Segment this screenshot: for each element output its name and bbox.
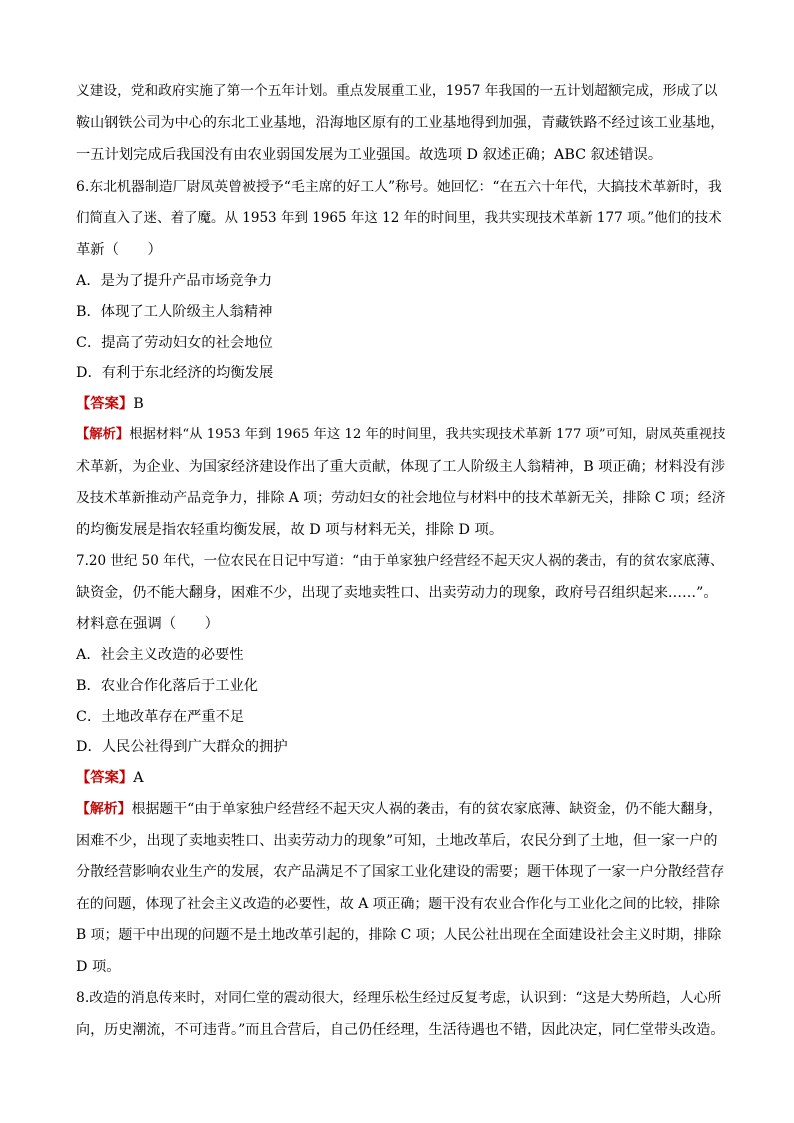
q6-analysis-line: 术革新，为企业、为国家经济建设作出了重大贡献，体现了工人阶级主人翁精神，B 项正确；材料没有涉	[76, 459, 726, 475]
q7-answer	[76, 768, 726, 788]
q6-option-c: C．提高了劳动妇女的社会地位	[76, 335, 273, 351]
q7-analysis-line: B 项；题干中出现的问题不是土地改革引起的，排除 C 项；人民公社出现在全面建设社会主义时期，排除	[76, 927, 722, 943]
q7-analysis-line: D 项。	[76, 959, 121, 975]
q6-option-b: B．体现了工人阶级主人翁精神	[76, 304, 273, 320]
q7-option-d: D．人民公社得到广大群众的拥护	[76, 739, 288, 755]
q6-option-a: A．是为了提升产品市场竞争力	[76, 273, 273, 289]
q7-stem-line: 材料意在强调（ ）	[76, 616, 219, 632]
q8-stem-line: 8.改造的消息传来时，对同仁堂的震动很大，经理乐松生经过反复考虑，认识到：“这是大势所趋，人心所	[76, 990, 722, 1006]
answer-value: B	[133, 396, 144, 412]
q7-analysis-line	[76, 799, 726, 819]
q6-analysis-line	[76, 425, 726, 445]
analysis-tag: 【解析】	[76, 427, 130, 442]
q6-stem-line: 们简直入了迷、着了魔。从 1953 年到 1965 年这 12 年的时间里，我共实现技术革新 177 项。”他们的技术	[76, 210, 722, 226]
q8-stem-line: 向，历史潮流，不可违背。”而且合营后，自己仍任经理，生活待遇也不错，因此决定，同仁堂带头改造。	[76, 1022, 725, 1038]
q7-analysis-line: 分散经营影响农业生产的发展，农产品满足不了国家工业化建设的需要；题干体现了一家一户分散经营存	[76, 864, 725, 880]
q7-option-a: A．社会主义改造的必要性	[76, 647, 244, 663]
q7-option-c: C．土地改革存在严重不足	[76, 709, 245, 725]
q7-stem-line: 7.20 世纪 50 年代，一位农民在日记中写道：“由于单家独户经营经不起天灾人祸的袭击，有的贫农家底薄、	[76, 553, 724, 569]
q7-analysis-line: 困难不少，出现了卖地卖牲口、出卖劳动力的现象”可知，土地改革后，农民分到了土地，但一家一户的	[76, 833, 718, 849]
q7-stem-line: 缺资金，仍不能大翻身，困难不少，出现了卖地卖牲口、出卖劳动力的现象，政府号召组织起来……”。	[76, 585, 718, 601]
q7-analysis-line: 在的问题，体现了社会主义改造的必要性，故 A 项正确；题干没有农业合作化与工业化之间的比较，排除	[76, 896, 720, 912]
q6-stem-line: 革新（ ）	[76, 242, 162, 258]
q6-option-d: D．有利于东北经济的均衡发展	[76, 365, 274, 381]
answer-tag: 【答案】	[76, 396, 134, 412]
q7-option-b: B．农业合作化落后于工业化	[76, 678, 259, 694]
q6-analysis-line: 的均衡发展是指农轻重均衡发展，故 D 项与材料无关，排除 D 项。	[76, 522, 504, 538]
q5-analysis-line: 鞍山钢铁公司为中心的东北工业基地，沿海地区原有的工业基地得到加强，青藏铁路不经过该工业基地，	[76, 115, 725, 131]
analysis-text: 根据题干“由于单家独户经营经不起天灾人祸的袭击，有的贫农家底薄、缺资金，仍不能大翻身，	[131, 801, 723, 817]
q5-analysis-line: 义建设，党和政府实施了第一个五年计划。重点发展重工业，1957 年我国的一五计划超额完成，形成了以	[76, 83, 718, 99]
analysis-text: 根据材料“从 1953 年到 1965 年这 12 年的时间里，我共实现技术革新 177 项”可知，尉凤英重视技	[129, 427, 726, 442]
q6-analysis-line: 及技术革新推动产品竞争力，排除 A 项；劳动妇女的社会地位与材料中的技术革新无关，排除 C 项；经济	[76, 490, 726, 506]
q5-analysis-line: 一五计划完成后我国没有由农业弱国发展为工业强国。故选项 D 叙述正确；ABC 叙述错误。	[76, 147, 663, 163]
answer-value: A	[133, 770, 144, 786]
q6-stem-line: 6.东北机器制造厂尉凤英曾被授予“毛主席的好工人”称号。她回忆：“在五六十年代，大搞技术革新时，我	[76, 179, 722, 195]
answer-tag: 【答案】	[76, 770, 134, 786]
analysis-tag: 【解析】	[76, 801, 132, 817]
q6-answer	[76, 394, 726, 414]
